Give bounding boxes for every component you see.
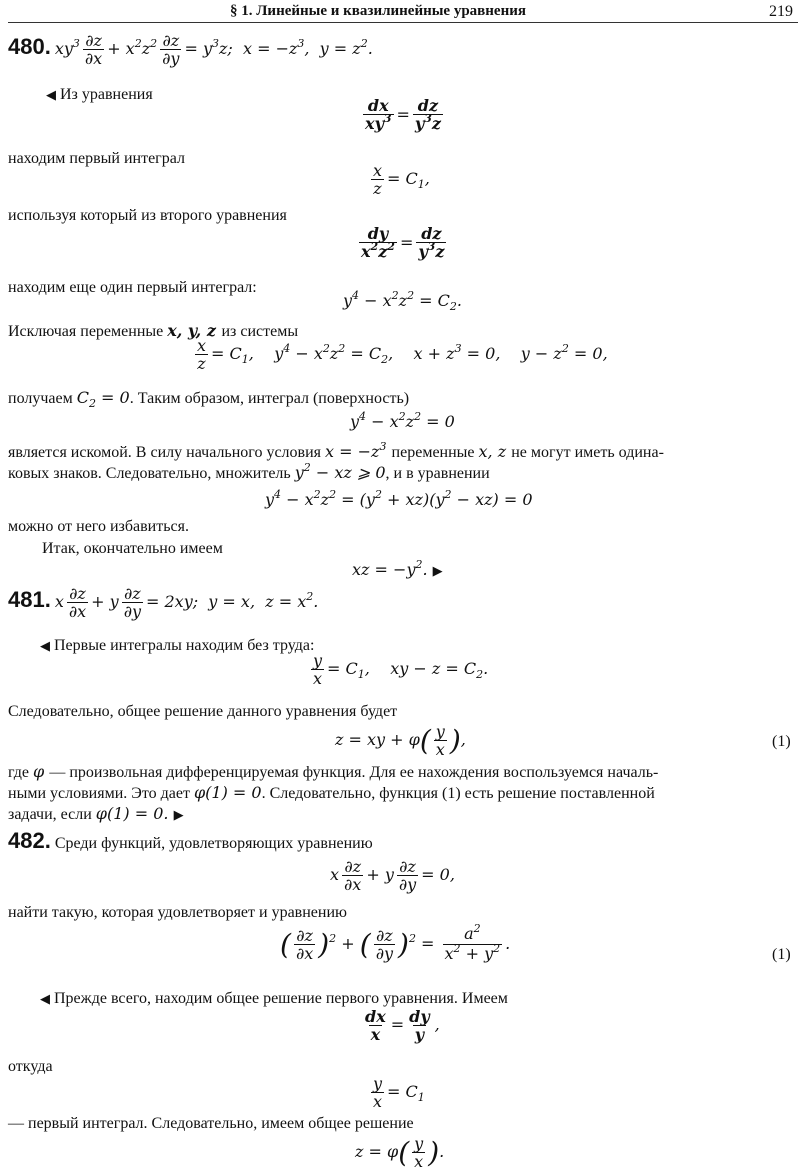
paragraph: ◀ Из уравнения [46,86,153,103]
paragraph: откуда [8,1058,53,1075]
paragraph: Исключая переменные x, y, z из системы [8,321,299,340]
paragraph: ными условиями. Это дает φ(1) = 0. Следовательно, функция (1) есть решение поставленной [8,783,655,802]
paragraph: Следовательно, общее решение данного уравнения будет [8,703,398,720]
paragraph: используя который из второго уравнения [8,207,287,224]
problem-number: 480. [8,34,51,59]
problem-number: 481. [8,587,51,612]
paragraph: ◀ Первые интегралы находим без труда: [40,637,315,654]
paragraph: ◀ Прежде всего, находим общее решение первого уравнения. Имеем [40,990,508,1007]
paragraph: ковых знаков. Следовательно, множитель $y^2$ − xz ⩾ 0, и в уравнении [8,461,490,482]
header-rule [8,22,798,23]
proof-start-icon: ◀ [40,638,50,653]
paragraph: Итак, окончательно имеем [42,540,223,557]
paragraph: является искомой. В силу начального условия $x = -z^3$ переменные x, z не могут иметь одина- [8,440,664,461]
formula: $\frac{y}{x}$ = $C_1$, xy − $z = C_2$. [313,651,489,688]
page-number: 219 [769,3,793,20]
formula: $y^4 - x^2z^2 = C_2$. [343,289,463,313]
paragraph: находим еще один первый интеграл: [8,279,257,296]
formula: $y^4 - x^2z^2 = 0$ [350,410,455,431]
problem-480-statement [8,32,373,67]
formula: $\frac{dx}{x}$ = $\frac{dy}{y}$ , [365,1007,440,1044]
proof-end-icon: ▶ [173,807,184,822]
formula: x $\frac{\partial z}{\partial x}$ + y $\frac{\partial z}{\partial y}$ = 0, [330,857,455,894]
paragraph: где φ — произвольная дифференцируемая функция. Для ее нахождения воспользуемся началь- [8,762,659,781]
problem-number: 482. [8,828,51,853]
problem-482-statement: 482. Среди функций, удовлетворяющих уравнению [8,828,373,853]
paragraph: находим первый интеграл [8,150,185,167]
proof-start-icon: ◀ [40,991,50,1006]
proof-start-icon: ◀ [46,87,56,102]
proof-end-icon: ▶ [432,564,443,579]
formula: $\frac{dx}{xy^3}$ = $\frac{dz}{y^3z}$ [365,96,441,133]
equation-label: (1) [772,946,791,963]
paragraph: — первый интеграл. Следовательно, имеем общее решение [8,1115,414,1132]
formula: $\frac{dy}{x^2z^2}$ = $\frac{dz}{y^3z}$ [361,224,445,261]
formula: $\frac{y}{x}$ = $C_1$ [373,1074,425,1111]
formula: xz = $-y^2$. ▶ [352,558,443,579]
paragraph: задачи, если φ(1) = 0. ▶ [8,804,184,823]
equation-label: (1) [772,733,791,750]
problem-481-statement [8,585,318,620]
paragraph: получаем $C_2 = 0$. Таким образом, интеграл (поверхность) [8,388,410,410]
running-header: § 1. Линейные и квазилинейные уравнения [230,3,526,19]
formula: $\frac{x}{z}$ = $C_1$, $y^4 - x^2z^2 = C_2$, $x + z^3 = 0$, $y - z^2 = 0$, [197,336,608,373]
formula: $\frac{x}{z}$ = $C_1$, [373,161,430,198]
formula: $y^4 - x^2z^2 = (y^2 + xz)(y^2 - xz) = 0$ [265,488,533,509]
formula: z = φ( $\frac{y}{x}$ ). [355,1134,445,1171]
formula: ( $\frac{\partial z}{\partial x}$ )$^2$ + ( $\frac{\partial z}{\partial y}$ )$^2$ = $\frac{a^2}{x^2 + y^2}$ . [280,922,511,963]
paragraph: можно от него избавиться. [8,518,189,535]
formula: z = xy + φ( $\frac{y}{x}$ ), [335,722,466,759]
paragraph: найти такую, которая удовлетворяет и уравнению [8,904,347,921]
equation: x $\frac{\partial z}{\partial x}$ + y $\frac{\partial z}{\partial y}$ = 2xy; y = x, $z = x^2$. [54,584,319,621]
equation: $xy^3$ $\frac{\partial z}{\partial x}$ + $x^2z^2$ $\frac{\partial z}{\partial y}$ = $y^3z$; $x = -z^3$, $y = z^2$. [54,31,373,68]
